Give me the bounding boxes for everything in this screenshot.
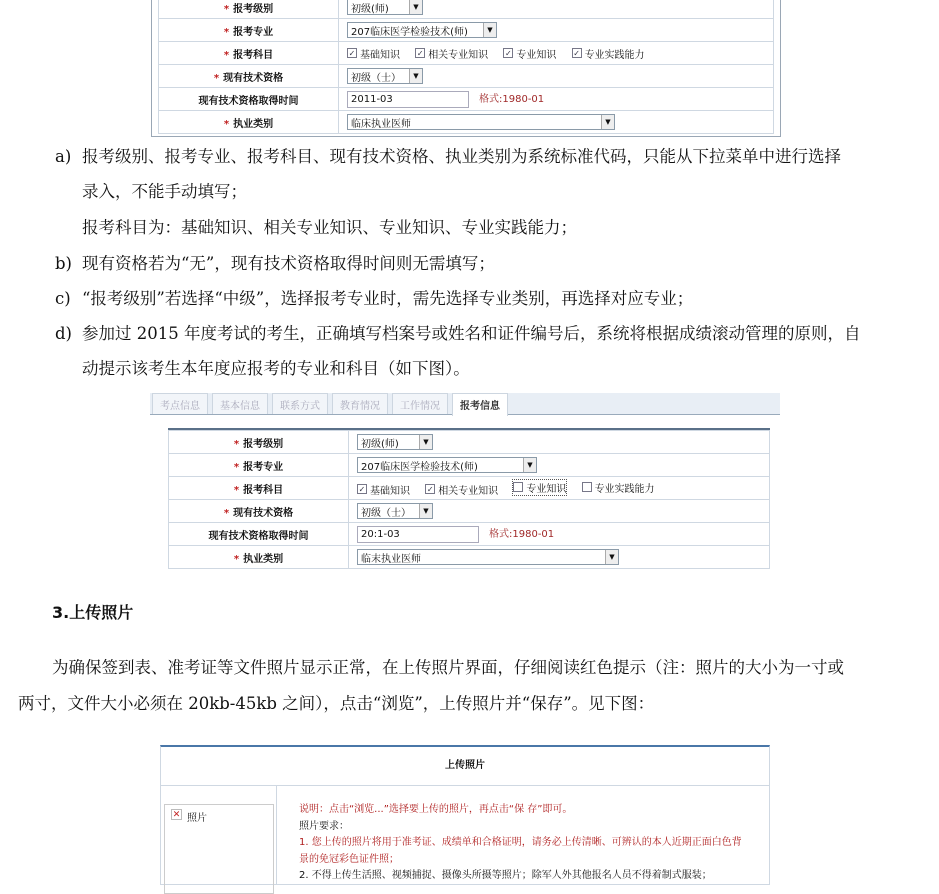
field-label: 报考科目 (243, 484, 284, 496)
form-row-major (159, 19, 774, 42)
subject-checkbox[interactable] (513, 480, 566, 495)
form-row-practice (159, 111, 774, 134)
marker-a: a) (55, 147, 72, 166)
requirement-2: 2. 不得上传生活照、视频捕捉、摄像头所摄等照片；除军人外其他报名人员不得着制式服装； (299, 870, 712, 881)
form-row-subjects (159, 42, 774, 65)
field-label: 报考级别 (233, 3, 274, 15)
requirements-title: 照片要求： (299, 820, 349, 832)
required-marker: * (223, 49, 230, 61)
field-label: 现有技术资格取得时间 (208, 530, 309, 542)
select-value: 临床执业医师 (351, 118, 411, 130)
column-divider (276, 786, 277, 884)
required-marker: * (233, 438, 240, 450)
subject-checkbox[interactable] (582, 480, 655, 495)
major-select[interactable] (357, 457, 537, 473)
tab-bar (150, 393, 780, 415)
tab-contact[interactable]: 联系方式 (272, 393, 328, 414)
subject-checkbox[interactable]: ✓ 专业实践能力 (572, 46, 645, 61)
form-row-qual-date (159, 88, 774, 111)
select-value: 初级(师) (361, 438, 399, 450)
marker-b: b) (55, 254, 72, 273)
required-marker: * (233, 553, 240, 565)
field-label: 报考专业 (243, 461, 284, 473)
instruction-note: 说明：点击“浏览...”选择要上传的照片，再点击“保 存”即可。 (299, 804, 573, 815)
marker-d: d) (55, 324, 72, 343)
section-para-line2: 两寸，文件大小必须在 20kb-45kb 之间），点击“浏览”，上传照片并“保存”。见下图： (18, 694, 655, 713)
chevron-down-icon: ▼ (523, 458, 536, 472)
select-value: 初级（士） (361, 507, 411, 519)
field-label: 执业类别 (243, 553, 284, 565)
field-label: 现有技术资格取得时间 (198, 95, 299, 107)
para-b: 现有资格若为“无”，现有技术资格取得时间则无需填写； (82, 254, 495, 273)
para-d-line1: 参加过 2015 年度考试的考生，正确填写档案号或姓名和证件编号后，系统将根据成绩滚动管理的原则，自 (82, 324, 861, 343)
checkbox-label: 专业实践能力 (594, 483, 655, 495)
subject-checkbox[interactable]: ✓ 基础知识 (347, 46, 400, 61)
para-a-line1: 报考级别、报考专业、报考科目、现有技术资格、执业类别为系统标准代码，只能从下拉菜单中进行选择 (82, 147, 841, 166)
tab-basic-info[interactable]: 基本信息 (212, 393, 268, 414)
subject-checkbox[interactable]: ✓ 相关专业知识 (415, 46, 488, 61)
tab-education[interactable]: 教育情况 (332, 393, 388, 414)
upload-photo-panel (160, 745, 770, 885)
field-label: 现有技术资格 (233, 507, 294, 519)
para-d-line2: 动提示该考生本年度应报考的专业和科目（如下图）。 (82, 359, 470, 378)
level-select[interactable] (357, 434, 433, 450)
select-value: 初级（士） (351, 72, 401, 84)
chevron-down-icon: ▼ (409, 69, 422, 83)
field-label: 报考专业 (233, 26, 274, 38)
field-label: 报考级别 (243, 438, 284, 450)
upload-title: 上传照片 (161, 747, 769, 786)
marker-c: c) (55, 289, 71, 308)
para-a-line3: 报考科目为：基础知识、相关专业知识、专业知识、专业实践能力； (82, 218, 577, 237)
qualification-select[interactable] (357, 503, 433, 519)
required-marker: * (233, 461, 240, 473)
photo-placeholder[interactable] (164, 804, 274, 894)
practice-type-select[interactable] (357, 549, 619, 565)
practice-type-select[interactable] (347, 114, 615, 130)
chevron-down-icon: ▼ (409, 0, 422, 14)
qual-date-input[interactable]: 2011-03 (347, 91, 469, 108)
field-label: 执业类别 (233, 118, 274, 130)
tab-exam-site[interactable]: 考点信息 (152, 393, 208, 414)
required-marker: * (223, 118, 230, 130)
level-select[interactable] (347, 0, 423, 15)
tab-work[interactable]: 工作情况 (392, 393, 448, 414)
chevron-down-icon: ▼ (605, 550, 618, 564)
checkbox-label: 专业知识 (526, 483, 567, 495)
tab-exam-info[interactable]: 报考信息 (452, 393, 508, 416)
required-marker: * (223, 507, 230, 519)
select-value: 临末执业医师 (361, 553, 421, 565)
select-value: 初级(师) (351, 3, 389, 15)
requirement-1: 1. 您上传的照片将用于准考证、成绩单和合格证明，请务必上传清晰、可辨认的本人近期正面白色背 (299, 837, 742, 848)
subject-checkbox[interactable]: ✓ 基础知识 (357, 482, 410, 497)
chevron-down-icon: ▼ (601, 115, 614, 129)
section-heading: 3.上传照片 (52, 603, 134, 622)
exam-info-form-1 (151, 0, 781, 137)
checkbox-label: 专业知识 (516, 49, 557, 61)
form-row-level (159, 0, 774, 19)
requirement-1-cont: 景的免冠彩色证件照； (299, 853, 399, 865)
checkbox-label: 相关专业知识 (438, 485, 499, 497)
field-label: 报考科目 (233, 49, 274, 61)
required-marker: * (223, 3, 230, 15)
checkbox-label: 专业实践能力 (584, 49, 645, 61)
field-label: 现有技术资格 (223, 72, 284, 84)
para-c: “报考级别”若选择“中级”，选择报考专业时，需先选择专业类别，再选择对应专业； (82, 289, 694, 308)
form-row-qualification (159, 65, 774, 88)
upload-instructions (299, 802, 742, 885)
qualification-select[interactable] (347, 68, 423, 84)
exam-info-form-2 (168, 428, 770, 567)
checkbox-label: 基础知识 (370, 485, 410, 497)
subject-checkbox[interactable]: ✓ 相关专业知识 (425, 482, 498, 497)
photo-label: 照片 (187, 813, 207, 824)
qual-date-input[interactable]: 20:1-03 (357, 526, 479, 543)
subject-checkbox[interactable]: ✓ 专业知识 (503, 46, 556, 61)
checkbox-label: 相关专业知识 (428, 49, 489, 61)
select-value: 207临床医学检验技术(师) (361, 461, 478, 473)
required-marker: * (223, 26, 230, 38)
format-hint: 格式:1980-01 (489, 529, 555, 540)
chevron-down-icon: ▼ (483, 23, 496, 37)
chevron-down-icon: ▼ (419, 504, 432, 518)
checkbox-label: 基础知识 (360, 49, 400, 61)
chevron-down-icon: ▼ (419, 435, 432, 449)
required-marker: * (233, 484, 240, 496)
section-para-line1: 为确保签到表、准考证等文件照片显示正常，在上传照片界面，仔细阅读红色提示（注：照片的大小为一寸或 (52, 658, 844, 677)
format-hint: 格式:1980-01 (479, 94, 545, 105)
major-select[interactable] (347, 22, 497, 38)
select-value: 207临床医学检验技术(师) (351, 26, 468, 38)
para-a-line2: 录入，不能手动填写； (82, 182, 247, 201)
required-marker: * (213, 72, 220, 84)
broken-image-icon: ✕ (172, 810, 181, 820)
